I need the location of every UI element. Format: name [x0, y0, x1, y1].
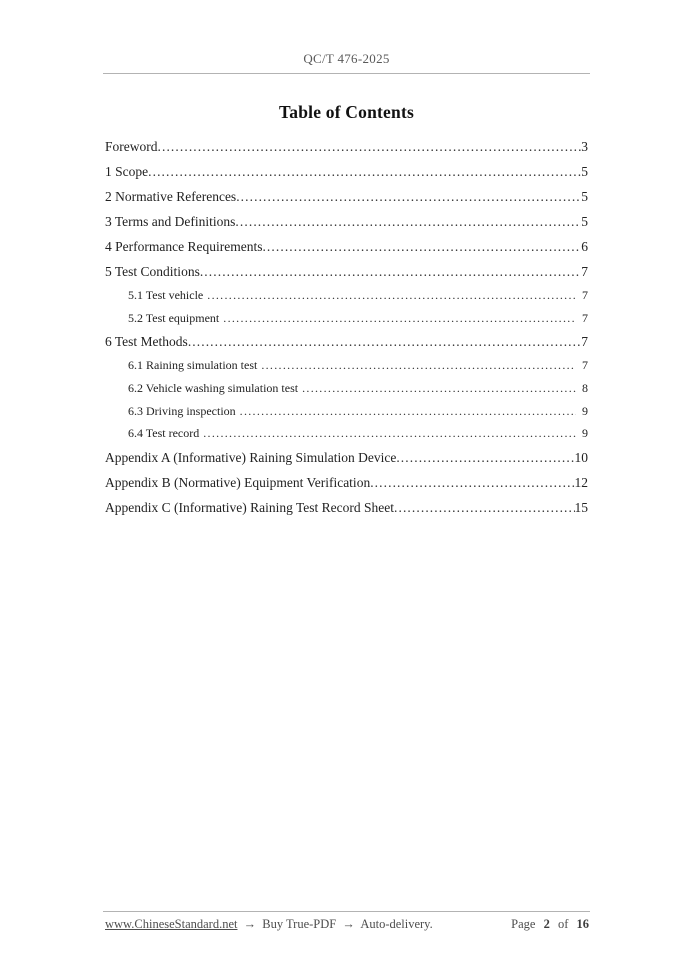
toc-leader-dots [200, 259, 581, 284]
footer-promo [105, 917, 436, 932]
page-indicator-total: 16 [576, 917, 589, 931]
toc-entry-label: 3 Terms and Definitions [105, 214, 236, 229]
toc-entry-label: 6.1 Raining simulation test [128, 358, 258, 373]
arrow-right-icon: → [342, 917, 355, 931]
page-indicator-label: Page [511, 917, 536, 931]
footer-divider [103, 911, 590, 912]
toc-entry-page: 5 [581, 164, 588, 179]
toc-entry [105, 470, 588, 495]
toc-entry-page: 9 [582, 403, 588, 418]
toc-entry [105, 329, 588, 354]
toc-entry-page: 5 [581, 214, 588, 229]
toc-entry [105, 159, 588, 184]
toc-entry-page: 12 [574, 475, 588, 491]
page-footer [105, 917, 589, 932]
toc-entry-label: Appendix A (Informative) Raining Simulation Device [105, 450, 397, 466]
website-link[interactable]: www.ChineseStandard.net [105, 917, 238, 931]
toc-entry [105, 354, 588, 377]
toc-entry-label: Appendix C (Informative) Raining Test Record Sheet [105, 500, 394, 516]
toc-entry [105, 445, 588, 470]
toc-entry-page: 3 [581, 139, 588, 154]
toc-leader-dots [370, 470, 574, 495]
toc-leader-dots [203, 422, 576, 445]
toc-entry-page: 7 [581, 264, 588, 279]
toc-leader-dots [188, 329, 581, 354]
document-code: QC/T 476-2025 [303, 51, 390, 66]
table-of-contents [105, 134, 588, 520]
toc-entry-label: 5 Test Conditions [105, 264, 200, 279]
header-divider [103, 73, 590, 74]
toc-entry-page: 7 [582, 358, 588, 373]
toc-leader-dots [261, 354, 576, 377]
arrow-right-icon: → [243, 917, 257, 931]
page-indicator-of: of [557, 917, 569, 931]
toc-entry-page: 7 [582, 288, 588, 302]
toc-entry [105, 234, 588, 259]
toc-entry-page: 6 [581, 239, 588, 254]
toc-entry-page: 15 [574, 500, 588, 516]
toc-entry-label: 1 Scope [105, 164, 149, 179]
toc-entry-label: 5.1 Test vehicle [128, 288, 204, 302]
toc-entry-label: Foreword [105, 139, 158, 154]
toc-leader-dots [236, 184, 581, 209]
page-indicator [506, 917, 589, 932]
toc-entry-page: 7 [581, 334, 588, 350]
toc-entry-label: 6.3 Driving inspection [128, 403, 236, 418]
footer-action-delivery: Auto-delivery. [360, 917, 433, 931]
toc-entry-page: 8 [582, 381, 588, 396]
toc-leader-dots [207, 284, 576, 307]
toc-entry-label: 5.2 Test equipment [128, 310, 220, 325]
footer-action-buy: Buy True-PDF [262, 917, 337, 931]
page-title: Table of Contents [279, 102, 414, 122]
toc-leader-dots [240, 400, 576, 423]
toc-entry [105, 400, 588, 423]
toc-entry-label: 6.4 Test record [128, 426, 200, 441]
toc-leader-dots [158, 134, 582, 159]
toc-entry [105, 209, 588, 234]
toc-entry-label: 4 Performance Requirements [105, 239, 263, 254]
toc-entry [105, 422, 588, 445]
toc-entry-page: 5 [581, 189, 588, 204]
toc-entry [105, 184, 588, 209]
toc-entry [105, 259, 588, 284]
toc-leader-dots [262, 234, 581, 259]
toc-leader-dots [394, 495, 575, 520]
toc-entry [105, 377, 588, 400]
toc-entry [105, 495, 588, 520]
toc-leader-dots [302, 377, 576, 400]
toc-entry [105, 307, 588, 330]
toc-entry-label: Appendix B (Normative) Equipment Verification [105, 475, 371, 491]
toc-entry-label: 6 Test Methods [105, 334, 188, 350]
toc-entry [105, 134, 588, 159]
toc-leader-dots [235, 209, 581, 234]
toc-entry-page: 7 [582, 310, 588, 325]
toc-entry-page: 10 [574, 450, 588, 466]
toc-entry-label: 6.2 Vehicle washing simulation test [128, 381, 299, 396]
toc-leader-dots [148, 159, 581, 184]
toc-leader-dots [396, 445, 574, 470]
toc-leader-dots [223, 307, 576, 330]
toc-entry-label: 2 Normative References [105, 189, 237, 204]
page-indicator-current: 2 [543, 917, 550, 931]
toc-entry-page: 9 [582, 426, 588, 441]
toc-entry [105, 284, 588, 307]
